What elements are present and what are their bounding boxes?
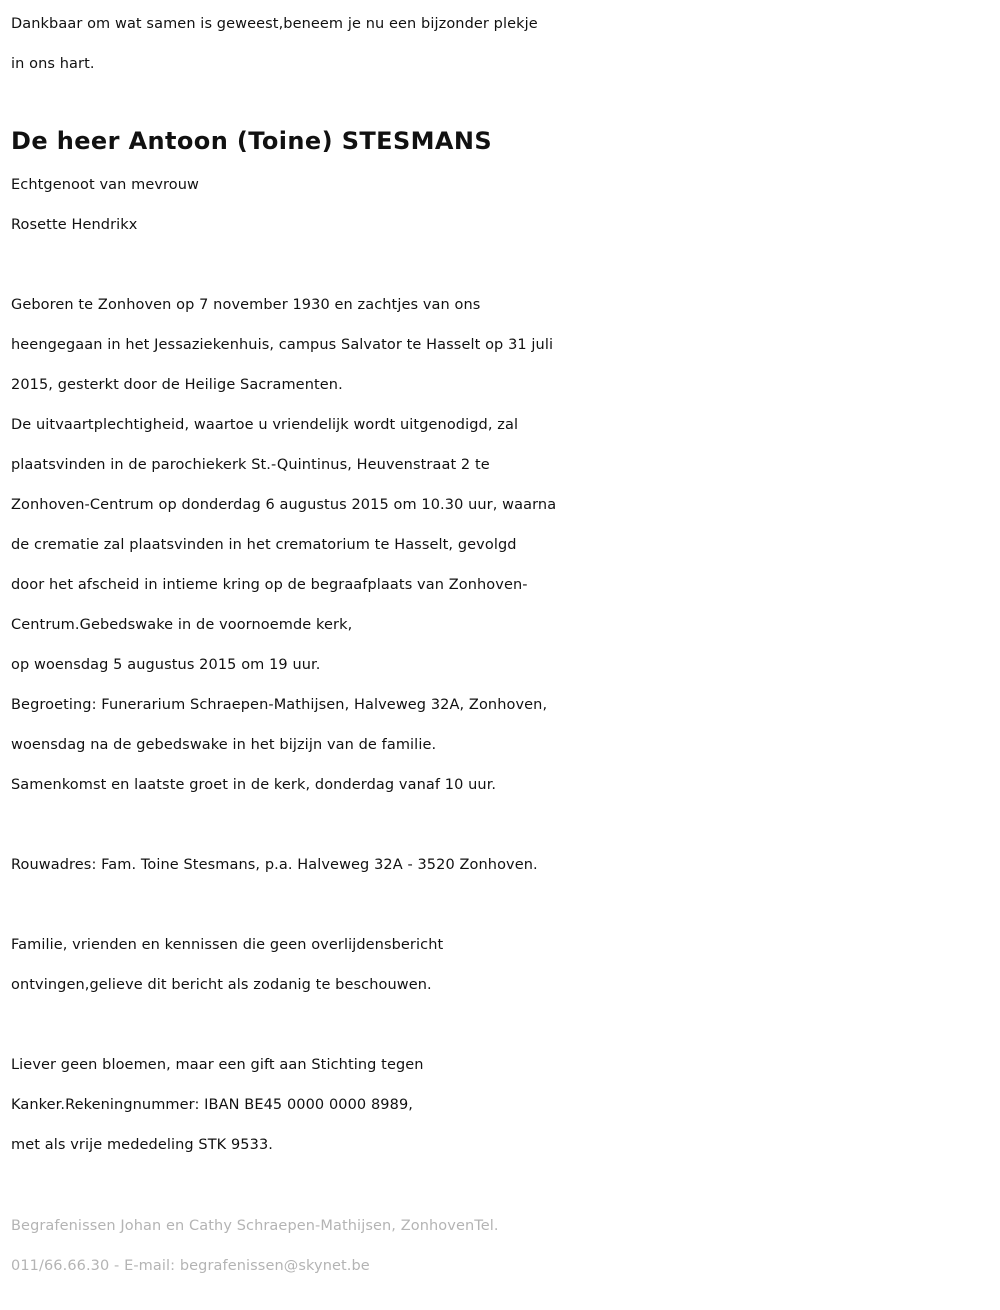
notice-line: Familie, vrienden en kennissen die geen overlijdensbericht [11,937,444,953]
details-line: plaatsvinden in de parochiekerk St.-Quintinus, Heuvenstraat 2 te [11,457,490,473]
details-line: Geboren te Zonhoven op 7 november 1930 en zachtjes van ons [11,297,481,313]
notice-paragraph [11,925,995,1005]
spacer [11,885,995,925]
funeral-home-footer [11,1206,995,1286]
obituary-notice [11,4,995,1286]
details-line: Begroeting: Funerarium Schraepen-Mathijsen, Halveweg 32A, Zonhoven, [11,697,548,713]
spacer [11,1005,995,1045]
donation-line: Kanker.Rekeningnummer: IBAN BE45 0000 0000 8989, [11,1097,413,1113]
spouse-line: Rosette Hendrikx [11,217,138,233]
donation-line: Liever geen bloemen, maar een gift aan Stichting tegen [11,1057,424,1073]
spouse-line: Echtgenoot van mevrouw [11,177,200,193]
mourning-address [11,845,995,885]
details-line: op woensdag 5 augustus 2015 om 19 uur. [11,657,321,673]
footer-line: 011/66.66.30 - E-mail: begrafenissen@skynet.be [11,1258,370,1274]
footer-line: Begrafenissen Johan en Cathy Schraepen-Mathijsen, ZonhovenTel. [11,1218,499,1234]
intro-line: Dankbaar om wat samen is geweest,beneem je nu een bijzonder plekje [11,16,538,32]
spacer [11,805,995,845]
intro-verse [11,4,995,84]
details-line: Zonhoven-Centrum op donderdag 6 augustus 2015 om 10.30 uur, waarna [11,497,557,513]
details-line: Centrum.Gebedswake in de voornoemde kerk, [11,617,353,633]
donation-paragraph [11,1045,995,1165]
details-line: door het afscheid in intieme kring op de begraafplaats van Zonhoven- [11,577,528,593]
details-line: Samenkomst en laatste groet in de kerk, donderdag vanaf 10 uur. [11,777,497,793]
details-line: de crematie zal plaatsvinden in het crematorium te Hasselt, gevolgd [11,537,517,553]
spouse-info [11,165,995,245]
address-line: Rouwadres: Fam. Toine Stesmans, p.a. Halveweg 32A - 3520 Zonhoven. [11,857,538,873]
spacer [11,245,995,285]
notice-line: ontvingen,gelieve dit bericht als zodanig te beschouwen. [11,977,432,993]
deceased-name: De heer Antoon (Toine) STESMANS [11,127,493,155]
details-line: 2015, gesterkt door de Heilige Sacramenten. [11,377,343,393]
details-line: heengegaan in het Jessaziekenhuis, campus Salvator te Hasselt op 31 juli [11,337,554,353]
ceremony-details [11,285,995,805]
details-line: woensdag na de gebedswake in het bijzijn van de familie. [11,737,437,753]
donation-line: met als vrije mededeling STK 9533. [11,1137,273,1153]
spacer [11,1165,995,1205]
details-line: De uitvaartplechtigheid, waartoe u vriendelijk wordt uitgenodigd, zal [11,417,519,433]
intro-line: in ons hart. [11,56,95,72]
